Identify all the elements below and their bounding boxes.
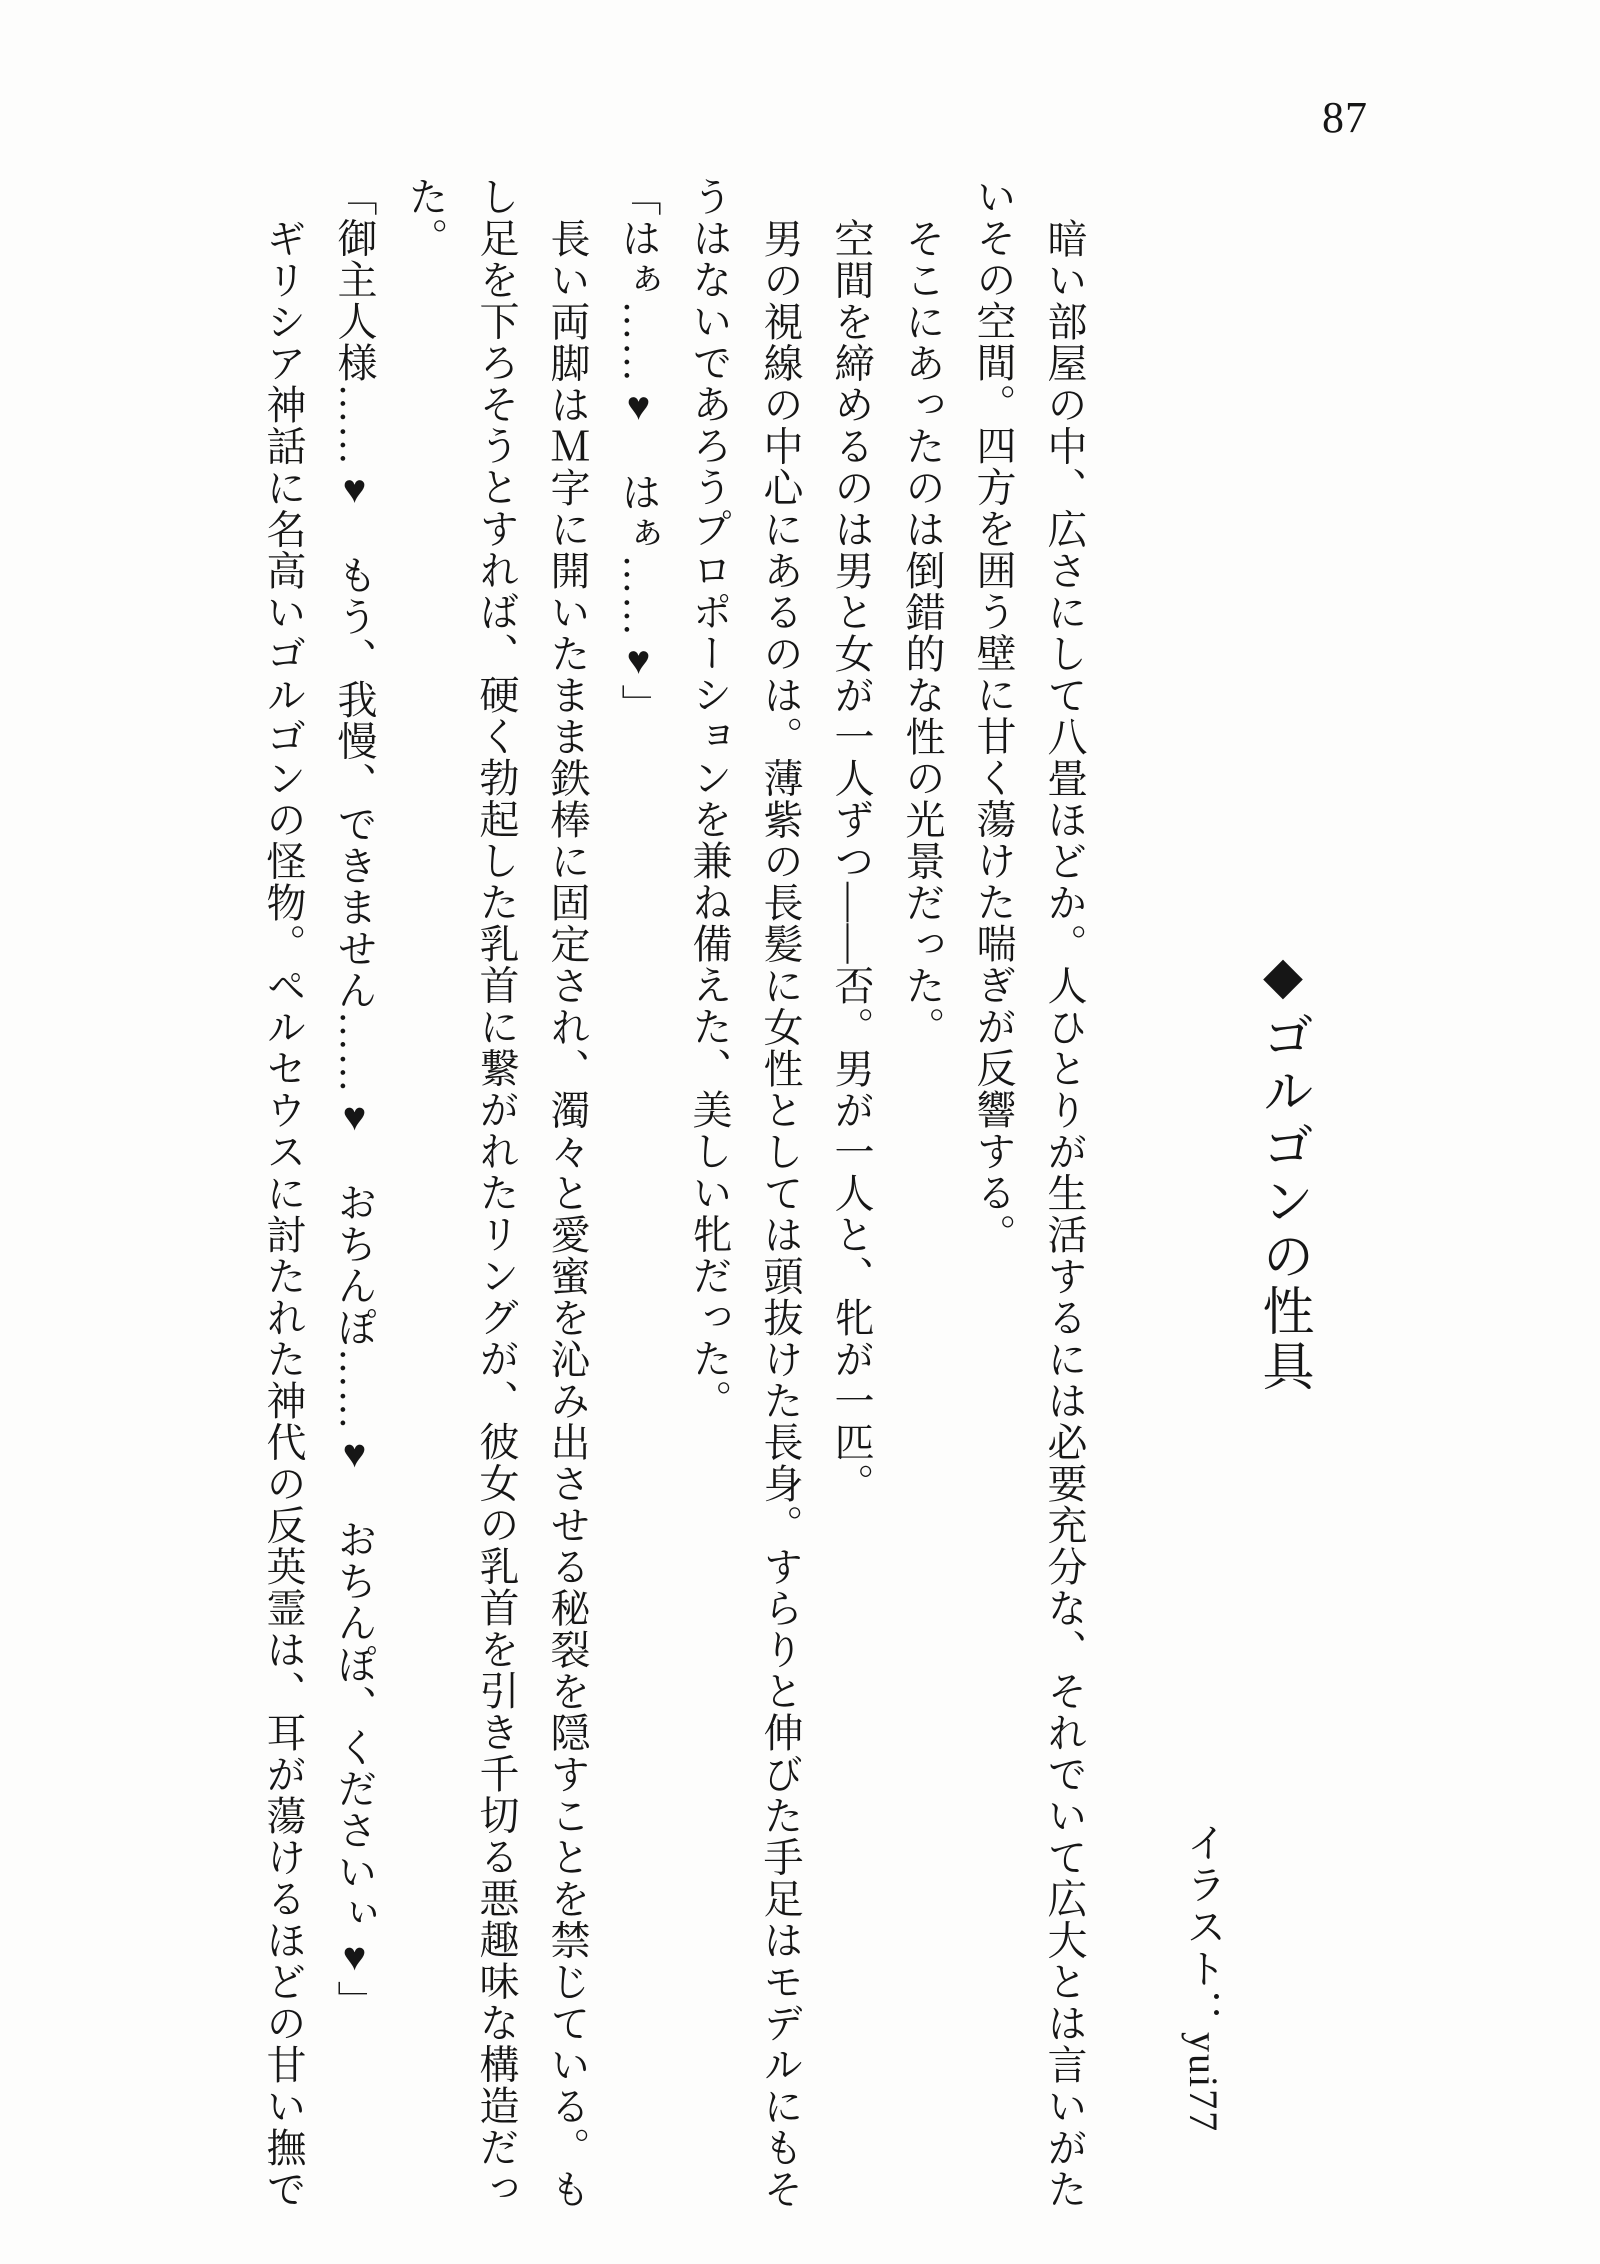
- paragraph-4: 男の視線の中心にあるのは。薄紫の長髪に女性としては頭抜けた長身。すらりと伸びた手足はモデルにもそうはないであろうプロポーションを兼ね備えた、美しい牝だった。: [687, 176, 803, 2210]
- page-number: 87: [1322, 93, 1368, 142]
- illustrator-credit: イラスト：yui77: [1181, 1822, 1226, 2134]
- body-text: [248, 176, 1100, 2212]
- chapter-title: [1252, 946, 1312, 1394]
- paragraph-7-dialogue: 「御主人様……♥ もう、我慢、できません……♥ おちんぽ……♥ おちんぽ、くださいぃ♥」: [332, 176, 377, 2022]
- paragraph-6: 長い両脚はＭ字に開いたまま鉄棒に固定され、濁々と愛蜜を沁み出させる秘裂を隠すことを禁じている。もし足を下ろそうとすれば、硬く勃起した乳首に繋がれたリングが、彼女の乳首を引き千切る悪趣味な構造だった。: [403, 176, 590, 2210]
- paragraph-1: 暗い部屋の中、広さにして八畳ほどか。人ひとりが生活するには必要充分な、それでいて広大とは言いがたいその空間。四方を囲う壁に甘く蕩けた喘ぎが反響する。: [971, 176, 1087, 2210]
- paragraph-8: ギリシア神話に名高いゴルゴンの怪物。ペルセウスに討たれた神代の反英霊は、耳が蕩けるほどの甘い撫で: [261, 217, 306, 2210]
- paragraph-5-dialogue: 「はぁ……♥ はぁ……♥」: [616, 176, 661, 726]
- paragraph-3: 空間を締めるのは男と女が一人ずつ――否。男が一人と、牝が一匹。: [829, 217, 874, 1504]
- paragraph-2: そこにあったのは倒錯的な性の光景だった。: [900, 217, 945, 1048]
- diamond-marker-icon: ◆: [1254, 946, 1311, 1009]
- chapter-title-text: ゴルゴンの性具: [1254, 1009, 1311, 1394]
